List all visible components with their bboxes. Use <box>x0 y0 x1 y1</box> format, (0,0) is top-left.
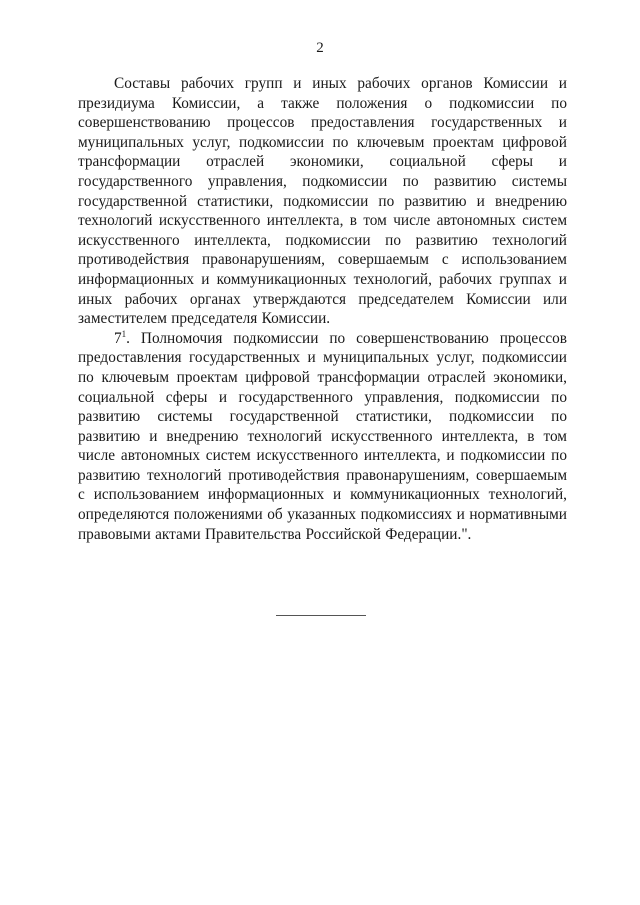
document-body <box>78 74 567 544</box>
paragraph-clause-7-1 <box>78 329 567 545</box>
paragraph-compositions: Составы рабочих групп и иных рабочих органов Комиссии и президиума Комиссии, а также положения о подкомиссии по совершенствованию процессов предоставления государственных и муниципальных услуг, подкомиссии по ключевым проектам цифровой трансформации отраслей экономики, социальной сферы и государственного управления, подкомиссии по развитию системы государственной статистики, подкомиссии по развитию и внедрению технологий искусственного интеллекта, в том числе автономных систем искусственного интеллекта, подкомиссии по развитию технологий противодействия правонарушениям, совершаемым с использованием информационных и коммуникационных технологий, рабочих группах и иных рабочих органах утверждаются председателем Комиссии или заместителем председателя Комиссии. <box>78 75 567 328</box>
clause-number: 7 <box>114 329 122 347</box>
clause-superscript: 1 <box>121 328 127 339</box>
page-number: 2 <box>316 40 324 56</box>
clause-text: . Полномочия подкомиссии по совершенствованию процессов предоставления государственных и муниципальных услуг, подкомиссии по ключевым проектам цифровой трансформации отраслей экономики, социальной сферы и государственного управления, подкомиссии по развитию системы государственной статистики, подкомиссии по развитию и внедрению технологий искусственного интеллекта, в том числе автономных систем искусственного интеллекта, и подкомиссии по развитию технологий противодействия правонарушениям, совершаемым с использованием информационных и коммуникационных технологий, определяются положениями об указанных подкомиссиях и нормативными правовыми актами Правительства Российской Федерации.". <box>78 329 567 543</box>
closing-rule <box>276 615 366 616</box>
